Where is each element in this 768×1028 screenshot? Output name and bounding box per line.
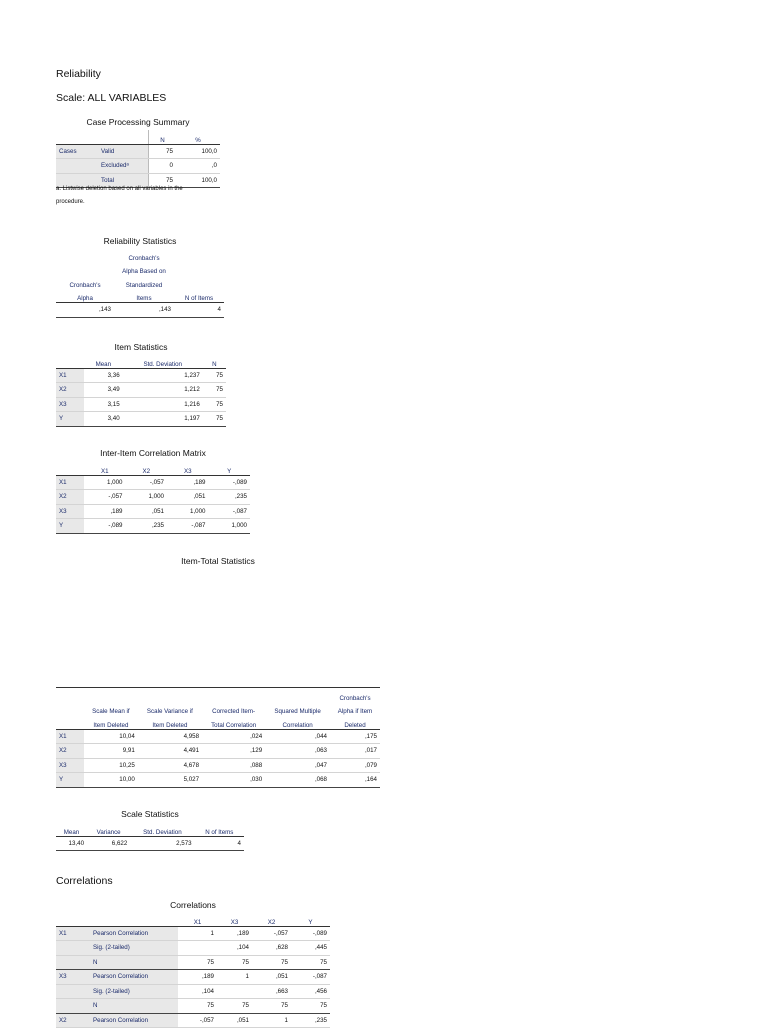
cell	[217, 984, 252, 999]
cell: ,017	[330, 744, 380, 759]
cell: ,189	[178, 970, 217, 985]
col-sd: Std. Deviation	[130, 822, 194, 836]
table-row	[56, 397, 226, 412]
row-group-label: Cases	[56, 144, 98, 159]
row-label: X2	[56, 744, 84, 759]
cell: ,129	[202, 744, 265, 759]
reliability-stats-table	[56, 248, 224, 318]
table-row	[56, 383, 226, 398]
col-sd: Std. Deviation	[123, 354, 203, 368]
col-y: Y	[291, 912, 330, 926]
table-row	[56, 773, 380, 788]
cell: ,079	[330, 758, 380, 773]
cell: 1	[217, 970, 252, 985]
row-label: Valid	[98, 144, 149, 159]
row-label: Pearson Correlation	[90, 1013, 178, 1028]
cell: 0	[149, 159, 176, 174]
cell: 75	[203, 397, 226, 412]
col-x3: X3	[217, 912, 252, 926]
header-cell: Scale Variance if	[146, 708, 193, 715]
cell: 75	[178, 955, 217, 970]
cell: 75	[203, 383, 226, 398]
cell: ,143	[114, 303, 174, 318]
col-mean: Mean	[84, 354, 123, 368]
cell: 5,027	[138, 773, 202, 788]
cell: ,063	[265, 744, 330, 759]
cell: 4	[195, 836, 244, 851]
cell: ,235	[126, 519, 168, 534]
table-row	[56, 955, 330, 970]
col-x1: X1	[84, 461, 126, 475]
footnote-line: procedure.	[56, 199, 85, 205]
correlations-table	[56, 912, 330, 1028]
header-cell: Alpha Based on	[122, 268, 166, 275]
row-label: X1	[56, 368, 84, 383]
table-row	[56, 926, 330, 941]
row-group-label	[56, 955, 90, 970]
row-group-label: X3	[56, 970, 90, 985]
table-row	[56, 159, 220, 174]
col-variance: Variance	[87, 822, 130, 836]
row-label: X3	[56, 504, 84, 519]
cell: ,663	[252, 984, 291, 999]
header-cell: Alpha	[56, 289, 114, 303]
cell: ,189	[167, 475, 209, 490]
cell: 6,622	[87, 836, 130, 851]
correlations-heading: Correlations	[56, 875, 113, 887]
col-mean: Mean	[56, 822, 87, 836]
correlations-title: Correlations	[170, 900, 216, 910]
cell: 4	[174, 303, 224, 318]
inter-item-table	[56, 461, 250, 534]
item-total-table	[56, 687, 380, 788]
reliability-stats-title: Reliability Statistics	[103, 236, 177, 246]
cell: 1,216	[123, 397, 203, 412]
cell: 75	[178, 999, 217, 1014]
header-cell: Cronbach's	[69, 281, 101, 289]
col-x2: X2	[126, 461, 168, 475]
cell: ,189	[217, 926, 252, 941]
row-group-label	[56, 999, 90, 1014]
scale-stats-title: Scale Statistics	[121, 809, 179, 819]
header-cell: Total Correlation	[202, 715, 265, 729]
cell: -,057	[84, 490, 126, 505]
cell: 1,000	[167, 504, 209, 519]
cell: ,164	[330, 773, 380, 788]
item-stats-table	[56, 354, 226, 427]
row-label: Y	[56, 519, 84, 534]
row-label: Y	[56, 412, 84, 427]
table-row	[56, 490, 250, 505]
reliability-heading: Reliability	[56, 68, 101, 80]
table-row	[56, 970, 330, 985]
item-total-title: Item-Total Statistics	[181, 556, 255, 566]
row-label: Sig. (2-tailed)	[90, 941, 178, 956]
scale-heading: Scale: ALL VARIABLES	[56, 92, 167, 104]
header-cell: Scale Mean if	[92, 708, 130, 715]
row-label: X2	[56, 383, 84, 398]
row-group-label: X1	[56, 926, 90, 941]
table-row	[56, 729, 380, 744]
cell: ,235	[209, 490, 251, 505]
row-label: Y	[56, 773, 84, 788]
row-label: N	[90, 955, 178, 970]
cell: 75	[291, 955, 330, 970]
cell: 4,491	[138, 744, 202, 759]
cell: 10,04	[84, 729, 138, 744]
cell: ,068	[265, 773, 330, 788]
cell: 4,678	[138, 758, 202, 773]
table-row	[56, 144, 220, 159]
table-row	[56, 475, 250, 490]
cell: 75	[203, 412, 226, 427]
cell: -,087	[291, 970, 330, 985]
cell: 10,25	[84, 758, 138, 773]
header-cell: Deleted	[330, 715, 380, 729]
table-row	[56, 504, 250, 519]
header-cell: Item Deleted	[138, 715, 202, 729]
cell: ,189	[84, 504, 126, 519]
row-label: X1	[56, 475, 84, 490]
row-label: X3	[56, 758, 84, 773]
cell: 75	[149, 144, 176, 159]
cell: -,089	[291, 926, 330, 941]
cell	[178, 941, 217, 956]
header-cell: Correlation	[265, 715, 330, 729]
cell: ,047	[265, 758, 330, 773]
cell: ,0	[176, 159, 220, 174]
cell: 1,197	[123, 412, 203, 427]
header-cell: Items	[114, 289, 174, 303]
item-stats-title: Item Statistics	[114, 342, 168, 352]
cell: ,104	[178, 984, 217, 999]
cell: 75	[203, 368, 226, 383]
cell: 13,40	[56, 836, 87, 851]
inter-item-title: Inter-Item Correlation Matrix	[100, 448, 206, 458]
cell: 4,958	[138, 729, 202, 744]
cell: -,089	[209, 475, 251, 490]
table-row	[56, 941, 330, 956]
cell: 1	[252, 1013, 291, 1028]
table-row	[56, 744, 380, 759]
header-cell: Standardized	[125, 281, 163, 289]
header-cell: Cronbach's	[330, 688, 380, 702]
cell: ,051	[217, 1013, 252, 1028]
cell: ,143	[56, 303, 114, 318]
row-label: X2	[56, 490, 84, 505]
cell: ,088	[202, 758, 265, 773]
cell: ,456	[291, 984, 330, 999]
cell: -,057	[252, 926, 291, 941]
row-label: Pearson Correlation	[90, 970, 178, 985]
table-row	[56, 519, 250, 534]
cell: -,087	[167, 519, 209, 534]
cell: -,087	[209, 504, 251, 519]
cell: 75	[252, 999, 291, 1014]
row-group-label	[56, 984, 90, 999]
table-row	[56, 1013, 330, 1028]
cell: 75	[149, 173, 176, 188]
row-label: N	[90, 999, 178, 1014]
cell: -,057	[126, 475, 168, 490]
cell: 1,000	[209, 519, 251, 534]
cell: 10,00	[84, 773, 138, 788]
cell: ,445	[291, 941, 330, 956]
col-n: N	[203, 354, 226, 368]
row-group-label	[56, 941, 90, 956]
row-label: X1	[56, 729, 84, 744]
table-row	[56, 368, 226, 383]
cell: ,024	[202, 729, 265, 744]
cell: ,051	[126, 504, 168, 519]
case-processing-table	[56, 130, 220, 188]
table-row	[56, 303, 224, 318]
cell: ,175	[330, 729, 380, 744]
cell: ,628	[252, 941, 291, 956]
row-group-label: X2	[56, 1013, 90, 1028]
header-cell: N of Items	[174, 289, 224, 303]
cell: 3,36	[84, 368, 123, 383]
table-row	[56, 999, 330, 1014]
case-processing-footnote	[56, 183, 236, 209]
cell: 3,40	[84, 412, 123, 427]
cell: 1,237	[123, 368, 203, 383]
col-y: Y	[209, 461, 251, 475]
cell: 75	[217, 999, 252, 1014]
col-x1: X1	[178, 912, 217, 926]
cell: ,235	[291, 1013, 330, 1028]
col-x3: X3	[167, 461, 209, 475]
header-cell: Alpha if Item	[337, 708, 373, 715]
cell: 75	[217, 955, 252, 970]
cell: 75	[291, 999, 330, 1014]
cell: 1,000	[126, 490, 168, 505]
cell: 100,0	[176, 173, 220, 188]
cell: ,051	[252, 970, 291, 985]
row-label: X3	[56, 397, 84, 412]
case-processing-title: Case Processing Summary	[86, 117, 190, 127]
cell: -,089	[84, 519, 126, 534]
header-cell: Corrected Item-	[212, 708, 256, 715]
header-cell: Item Deleted	[84, 715, 138, 729]
row-label: Pearson Correlation	[90, 926, 178, 941]
cell: 3,15	[84, 397, 123, 412]
col-n: N	[149, 130, 176, 144]
table-row	[56, 412, 226, 427]
cell: 1	[178, 926, 217, 941]
cell: 75	[252, 955, 291, 970]
table-row	[56, 984, 330, 999]
cell: 9,91	[84, 744, 138, 759]
cell: 1,000	[84, 475, 126, 490]
row-label: Sig. (2-tailed)	[90, 984, 178, 999]
cell: 1,212	[123, 383, 203, 398]
col-pct: %	[176, 130, 220, 144]
row-label: Total	[98, 173, 149, 188]
footnote-line: a. Listwise deletion based on all variables in the	[56, 186, 183, 192]
cell: 100,0	[176, 144, 220, 159]
col-x2: X2	[252, 912, 291, 926]
col-n-items: N of Items	[195, 822, 244, 836]
cell: 2,573	[130, 836, 194, 851]
cell: ,030	[202, 773, 265, 788]
scale-stats-table	[56, 822, 244, 851]
table-row	[56, 758, 380, 773]
table-row	[56, 836, 244, 851]
cell: 3,49	[84, 383, 123, 398]
header-cell: Squared Multiple	[274, 708, 321, 715]
cell: ,051	[167, 490, 209, 505]
header-cell: Cronbach's	[128, 254, 160, 262]
cell: ,104	[217, 941, 252, 956]
cell: -,057	[178, 1013, 217, 1028]
cell: ,044	[265, 729, 330, 744]
row-label: Excludedᵃ	[98, 159, 149, 174]
